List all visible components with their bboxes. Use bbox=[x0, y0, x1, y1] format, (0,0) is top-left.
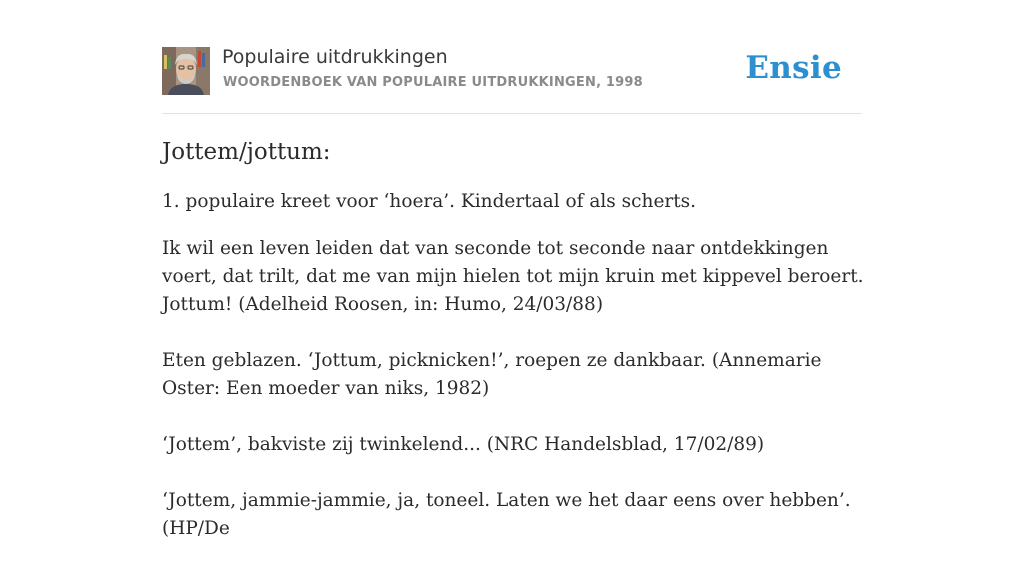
ensie-logo[interactable]: Ensie bbox=[745, 50, 842, 86]
entry-definition: 1. populaire kreet voor ‘hoera’. Kindertaal of als scherts. bbox=[162, 191, 697, 212]
entry-quote: ‘Jottem, jammie-jammie, ja, toneel. Laten we het daar eens over hebben’. (HP/De bbox=[162, 490, 851, 539]
entry-content bbox=[162, 136, 866, 571]
author-avatar[interactable] bbox=[162, 47, 210, 95]
header-divider bbox=[162, 113, 862, 114]
source-subtitle: WOORDENBOEK VAN POPULAIRE UITDRUKKINGEN, 1998 bbox=[223, 75, 643, 90]
entry-quote: ‘Jottem’, bakviste zij twinkelend... (NRC Handelsblad, 17/02/89) bbox=[162, 434, 765, 455]
author-portrait-icon bbox=[162, 47, 210, 95]
source-header bbox=[162, 46, 862, 96]
entry-title: Jottem/jottum: bbox=[162, 139, 331, 165]
entry-quote: Eten geblazen. ‘Jottum, picknicken!’, roepen ze dankbaar. (Annemarie Oster: Een moeder van niks, 1982) bbox=[162, 350, 822, 399]
source-title[interactable]: Populaire uitdrukkingen bbox=[222, 46, 448, 68]
entry-quote: Ik wil een leven leiden dat van seconde tot seconde naar ontdekkingen voert, dat trilt, dat me van mijn hielen tot mijn kruin met kippevel beroert. Jottum! (Adelheid Roosen, in: Humo, 24/03/88) bbox=[162, 238, 864, 315]
